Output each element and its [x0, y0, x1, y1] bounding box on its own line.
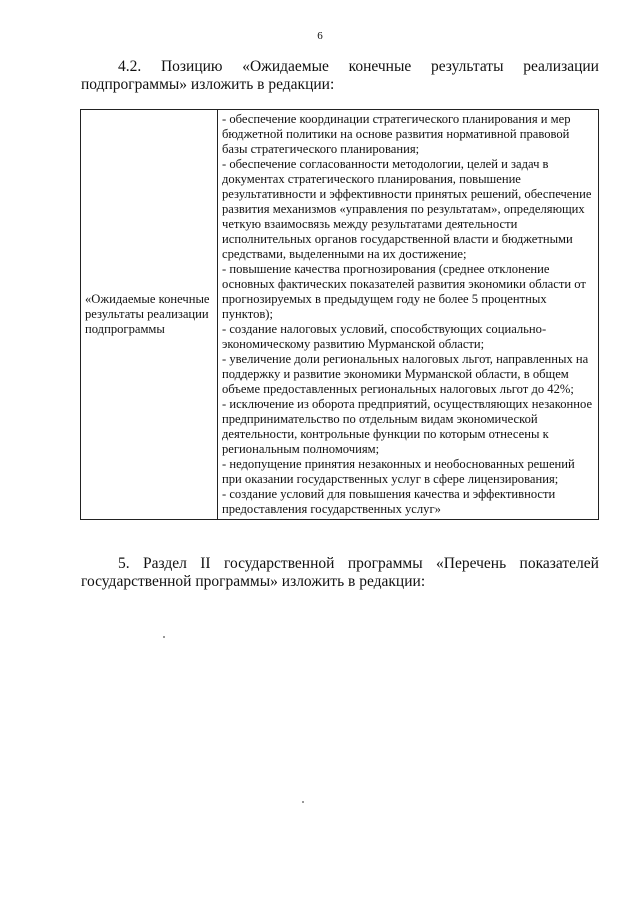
paragraph-4-2-second-line: подпрограммы» изложить в редакции: [81, 76, 335, 93]
word: программы [347, 555, 423, 572]
word: государственной [223, 555, 335, 572]
list-item: - повышение качества прогнозирования (среднее отклонение основных фактических показателей развития экономики области от прогнозируемых в предыдущем году не более 5 процентных пунктов); [222, 262, 586, 321]
word: 5. [118, 555, 130, 572]
list-item: - недопущение принятия незаконных и необоснованных решений при оказании государственных услуг в сфере лицензирования; [222, 457, 575, 486]
word: результаты [430, 58, 504, 75]
list-item: - создание налоговых условий, способствующих социально-экономическому развитию Мурманской области; [222, 322, 547, 351]
word: показателей [519, 555, 599, 572]
paragraph-5-first-line [81, 555, 599, 573]
scan-speck [302, 801, 304, 803]
table-row [81, 110, 599, 520]
paragraph-4-2 [81, 58, 599, 94]
word: II [200, 555, 211, 572]
word: «Перечень [436, 555, 507, 572]
word: «Ожидаемые [242, 58, 329, 75]
results-content-cell [218, 110, 599, 520]
paragraph-4-2-first-line [81, 58, 599, 76]
list-item: - исключение из оборота предприятий, осуществляющих незаконное предпринимательство по отдельным видам экономической деятельности, контрольные функции по которым отнесены к региональным полномочиям; [222, 397, 593, 456]
word: Позицию [160, 58, 223, 75]
word: Раздел [143, 555, 187, 572]
results-table [80, 109, 599, 520]
list-item: - создание условий для повышения качества и эффективности предоставления государственных услуг» [222, 487, 556, 516]
list-item: - обеспечение согласованности методологии, целей и задач в документах стратегического планирования, повышение результативности и эффективности принятых решений, обеспечение развития механизмов «управления по результатам», определяющих четкую взаимосвязь между результатами деятельности исполнительных органов государственной власти и бюджетными средствами, выделенными на их достижение; [222, 157, 592, 261]
list-item: - увеличение доли региональных налоговых льгот, направленных на поддержку и развитие экономики Мурманской области, в общем объеме предоставленных региональных налоговых льгот до 42%; [222, 352, 589, 396]
paragraph-5 [81, 555, 599, 591]
position-label-cell: «Ожидаемые конечные результаты реализации подпрограммы [81, 110, 218, 520]
list-item: - обеспечение координации стратегического планирования и мер бюджетной политики на основе развития нормативной правовой базы стратегического планирования; [222, 112, 571, 156]
word: 4.2. [118, 58, 142, 75]
page-number: 6 [317, 30, 323, 42]
scan-speck [163, 636, 165, 638]
word: конечные [348, 58, 412, 75]
word: реализации [523, 58, 599, 75]
paragraph-5-second-line: государственной программы» изложить в редакции: [81, 573, 426, 590]
